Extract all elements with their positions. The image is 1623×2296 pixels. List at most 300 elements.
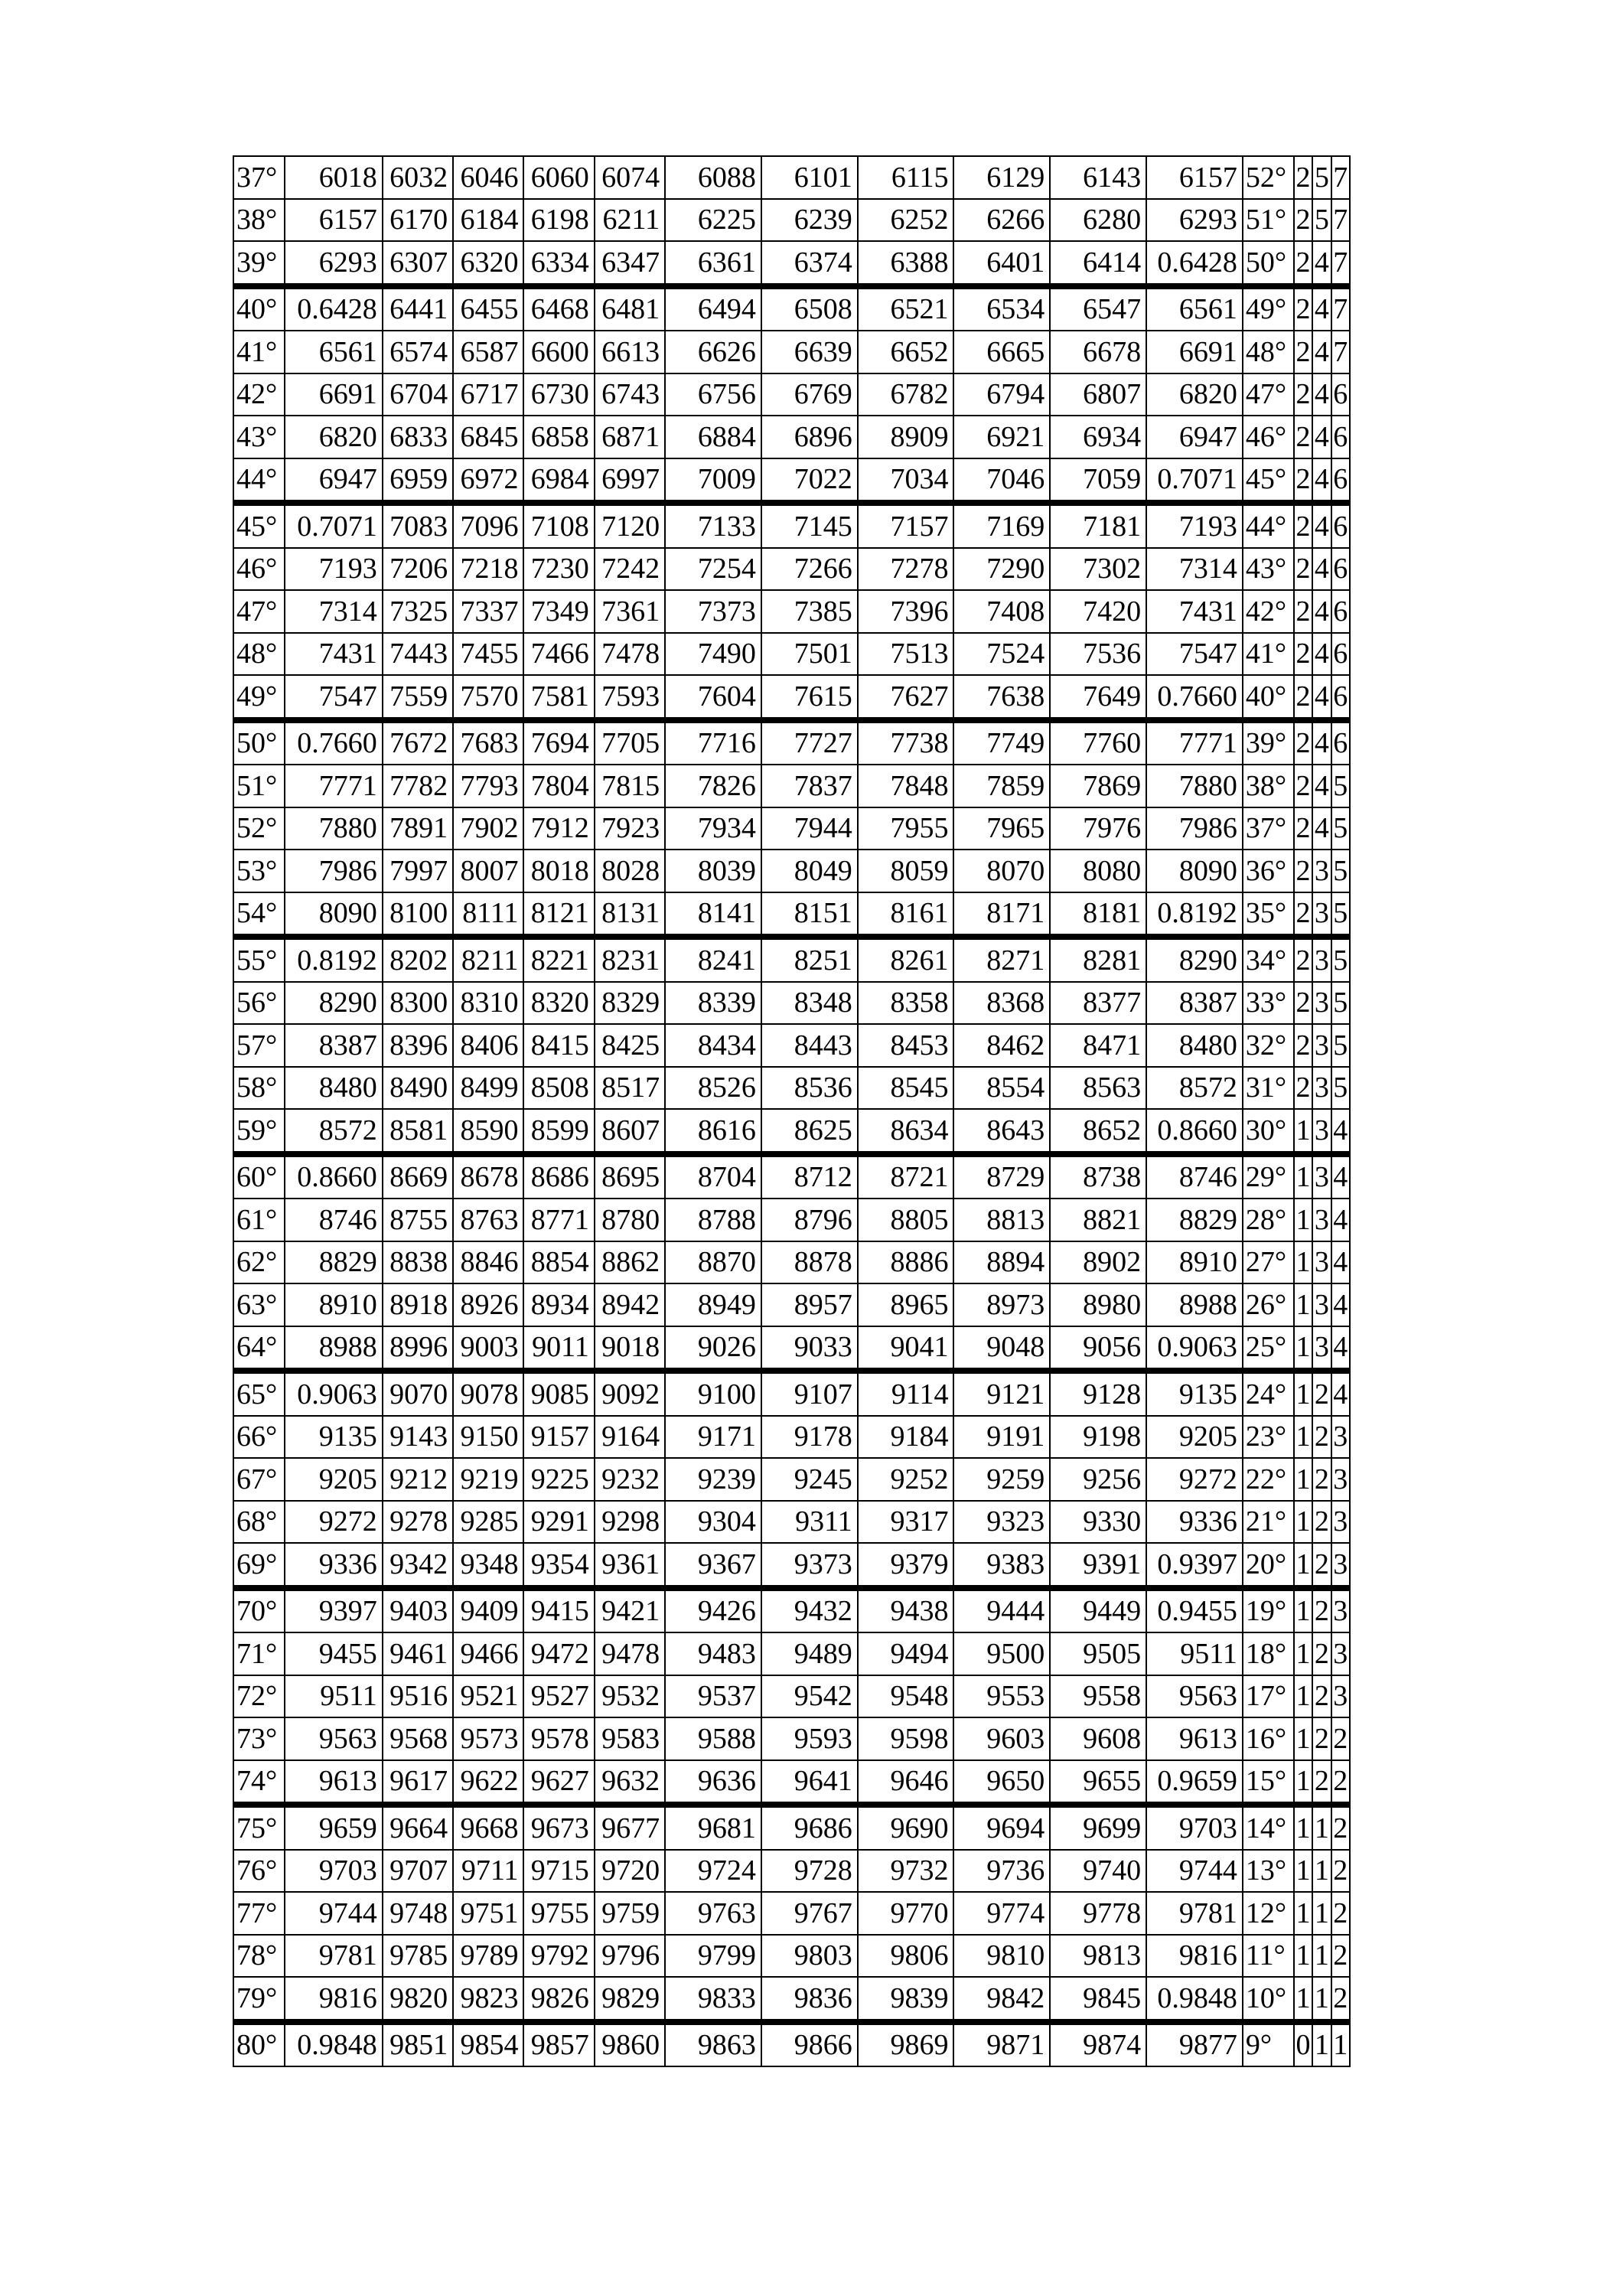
value-cell: 9578	[523, 1717, 594, 1760]
value-cell: 7965	[953, 807, 1050, 850]
value-cell: 8453	[858, 1024, 954, 1067]
difference-cell: 2	[1294, 937, 1312, 982]
value-cell: 6845	[453, 416, 523, 458]
degree-cell: 41°	[233, 331, 285, 373]
value-cell: 9740	[1050, 1850, 1146, 1893]
value-cell: 8838	[383, 1241, 453, 1284]
table-row	[233, 1717, 1350, 1760]
value-cell: 9483	[665, 1632, 761, 1675]
difference-cell: 3	[1312, 1326, 1331, 1371]
value-cell: 8796	[761, 1199, 858, 1241]
difference-cell: 1	[1294, 1675, 1312, 1718]
value-cell: 9157	[523, 1416, 594, 1459]
value-cell: 9135	[285, 1416, 383, 1459]
value-cell: 9198	[1050, 1416, 1146, 1459]
value-cell: 7096	[453, 503, 523, 548]
value-cell: 7694	[523, 720, 594, 765]
value-cell: 7771	[285, 765, 383, 807]
difference-cell: 2	[1294, 720, 1312, 765]
value-cell: 6494	[665, 286, 761, 331]
difference-cell: 2	[1312, 1416, 1331, 1459]
value-cell: 7478	[595, 633, 665, 676]
value-cell: 0.6428	[1146, 241, 1243, 286]
difference-cell: 1	[1294, 1199, 1312, 1241]
value-cell: 8652	[1050, 1109, 1146, 1154]
value-cell: 7683	[453, 720, 523, 765]
value-cell: 6307	[383, 241, 453, 286]
difference-cell: 2	[1331, 1717, 1350, 1760]
value-cell: 9707	[383, 1850, 453, 1893]
degree-cell: 70°	[233, 1588, 285, 1633]
value-cell: 7083	[383, 503, 453, 548]
difference-cell: 6	[1331, 548, 1350, 591]
value-cell: 9803	[761, 1935, 858, 1978]
value-cell: 8281	[1050, 937, 1146, 982]
value-cell: 6717	[453, 373, 523, 416]
value-cell: 0.9063	[285, 1371, 383, 1416]
difference-cell: 7	[1331, 286, 1350, 331]
value-cell: 7034	[858, 458, 954, 504]
value-cell: 9516	[383, 1675, 453, 1718]
value-cell: 8339	[665, 982, 761, 1025]
value-cell: 8517	[595, 1067, 665, 1110]
value-cell: 9816	[1146, 1935, 1243, 1978]
value-cell: 8508	[523, 1067, 594, 1110]
value-cell: 8678	[453, 1154, 523, 1199]
complement-degree-cell: 38°	[1243, 765, 1294, 807]
value-cell: 6361	[665, 241, 761, 286]
difference-cell: 2	[1312, 1760, 1331, 1805]
value-cell: 0.9848	[1146, 1977, 1243, 2022]
difference-cell: 3	[1331, 1632, 1350, 1675]
difference-cell: 5	[1331, 1024, 1350, 1067]
value-cell: 8886	[858, 1241, 954, 1284]
value-cell: 7570	[453, 675, 523, 720]
table-row	[233, 1067, 1350, 1110]
value-cell: 6320	[453, 241, 523, 286]
complement-degree-cell: 21°	[1243, 1501, 1294, 1544]
difference-cell: 2	[1294, 675, 1312, 720]
value-cell: 9785	[383, 1935, 453, 1978]
difference-cell: 6	[1331, 675, 1350, 720]
difference-cell: 2	[1312, 1588, 1331, 1633]
difference-cell: 2	[1312, 1543, 1331, 1588]
table-row	[233, 1154, 1350, 1199]
difference-cell: 6	[1331, 590, 1350, 633]
value-cell: 7912	[523, 807, 594, 850]
value-cell: 8471	[1050, 1024, 1146, 1067]
complement-degree-cell: 35°	[1243, 892, 1294, 938]
value-cell: 9184	[858, 1416, 954, 1459]
difference-cell: 6	[1331, 633, 1350, 676]
value-cell: 6743	[595, 373, 665, 416]
value-cell: 9397	[285, 1588, 383, 1633]
difference-cell: 6	[1331, 720, 1350, 765]
value-cell: 7431	[285, 633, 383, 676]
value-cell: 0.9848	[285, 2022, 383, 2067]
value-cell: 9003	[453, 1326, 523, 1371]
value-cell: 6820	[1146, 373, 1243, 416]
value-cell: 9278	[383, 1501, 453, 1544]
difference-cell: 3	[1312, 1241, 1331, 1284]
value-cell: 9298	[595, 1501, 665, 1544]
value-cell: 9774	[953, 1892, 1050, 1935]
value-cell: 9500	[953, 1632, 1050, 1675]
value-cell: 9212	[383, 1458, 453, 1501]
value-cell: 9608	[1050, 1717, 1146, 1760]
value-cell: 6239	[761, 199, 858, 242]
value-cell: 9598	[858, 1717, 954, 1760]
value-cell: 9836	[761, 1977, 858, 2022]
value-cell: 6678	[1050, 331, 1146, 373]
value-cell: 7133	[665, 503, 761, 548]
degree-cell: 46°	[233, 548, 285, 591]
value-cell: 9205	[285, 1458, 383, 1501]
value-cell: 9164	[595, 1416, 665, 1459]
degree-cell: 51°	[233, 765, 285, 807]
value-cell: 9759	[595, 1892, 665, 1935]
complement-degree-cell: 9°	[1243, 2022, 1294, 2067]
difference-cell: 4	[1312, 548, 1331, 591]
value-cell: 8572	[1146, 1067, 1243, 1110]
value-cell: 8039	[665, 850, 761, 892]
value-cell: 7672	[383, 720, 453, 765]
value-cell: 7290	[953, 548, 1050, 591]
value-cell: 7385	[761, 590, 858, 633]
value-cell: 6600	[523, 331, 594, 373]
value-cell: 6613	[595, 331, 665, 373]
value-cell: 8387	[285, 1024, 383, 1067]
value-cell: 7325	[383, 590, 453, 633]
value-cell: 8290	[285, 982, 383, 1025]
value-cell: 8080	[1050, 850, 1146, 892]
complement-degree-cell: 49°	[1243, 286, 1294, 331]
value-cell: 6455	[453, 286, 523, 331]
complement-degree-cell: 42°	[1243, 590, 1294, 633]
value-cell: 8854	[523, 1241, 594, 1284]
value-cell: 6921	[953, 416, 1050, 458]
table-row	[233, 1632, 1350, 1675]
complement-degree-cell: 13°	[1243, 1850, 1294, 1893]
value-cell: 9455	[285, 1632, 383, 1675]
table-row	[233, 1109, 1350, 1154]
value-cell: 6561	[285, 331, 383, 373]
value-cell: 8780	[595, 1199, 665, 1241]
difference-cell: 1	[1294, 1717, 1312, 1760]
complement-degree-cell: 25°	[1243, 1326, 1294, 1371]
difference-cell: 5	[1331, 850, 1350, 892]
value-cell: 8151	[761, 892, 858, 938]
table-row	[233, 590, 1350, 633]
value-cell: 8131	[595, 892, 665, 938]
complement-degree-cell: 50°	[1243, 241, 1294, 286]
complement-degree-cell: 47°	[1243, 373, 1294, 416]
degree-cell: 45°	[233, 503, 285, 548]
value-cell: 7314	[285, 590, 383, 633]
value-cell: 7218	[453, 548, 523, 591]
value-cell: 7466	[523, 633, 594, 676]
degree-cell: 57°	[233, 1024, 285, 1067]
complement-degree-cell: 37°	[1243, 807, 1294, 850]
value-cell: 6934	[1050, 416, 1146, 458]
value-cell: 7059	[1050, 458, 1146, 504]
value-cell: 6280	[1050, 199, 1146, 242]
difference-cell: 1	[1312, 1892, 1331, 1935]
value-cell: 8480	[1146, 1024, 1243, 1067]
table-row	[233, 2022, 1350, 2067]
value-cell: 8894	[953, 1241, 1050, 1284]
value-cell: 9568	[383, 1717, 453, 1760]
complement-degree-cell: 29°	[1243, 1154, 1294, 1199]
value-cell: 9593	[761, 1717, 858, 1760]
value-cell: 9617	[383, 1760, 453, 1805]
table-row	[233, 892, 1350, 938]
value-cell: 9191	[953, 1416, 1050, 1459]
value-cell: 9150	[453, 1416, 523, 1459]
table-row	[233, 720, 1350, 765]
value-cell: 8813	[953, 1199, 1050, 1241]
value-cell: 7302	[1050, 548, 1146, 591]
degree-cell: 62°	[233, 1241, 285, 1284]
value-cell: 7181	[1050, 503, 1146, 548]
value-cell: 7254	[665, 548, 761, 591]
value-cell: 9613	[1146, 1717, 1243, 1760]
value-cell: 9100	[665, 1371, 761, 1416]
value-cell: 7815	[595, 765, 665, 807]
difference-cell: 2	[1331, 1977, 1350, 2022]
value-cell: 9478	[595, 1632, 665, 1675]
value-cell: 6947	[285, 458, 383, 504]
difference-cell: 1	[1312, 1935, 1331, 1978]
difference-cell: 2	[1294, 982, 1312, 1025]
value-cell: 9511	[1146, 1632, 1243, 1675]
value-cell: 8406	[453, 1024, 523, 1067]
difference-cell: 1	[1294, 1371, 1312, 1416]
value-cell: 9367	[665, 1543, 761, 1588]
value-cell: 7793	[453, 765, 523, 807]
difference-cell: 2	[1294, 416, 1312, 458]
difference-cell: 1	[1294, 1241, 1312, 1284]
complement-degree-cell: 36°	[1243, 850, 1294, 892]
table-row	[233, 1458, 1350, 1501]
difference-cell: 2	[1294, 548, 1312, 591]
value-cell: 9563	[285, 1717, 383, 1760]
difference-cell: 2	[1331, 1892, 1350, 1935]
table-row	[233, 807, 1350, 850]
difference-cell: 3	[1312, 1024, 1331, 1067]
value-cell: 8141	[665, 892, 761, 938]
value-cell: 9724	[665, 1850, 761, 1893]
value-cell: 7120	[595, 503, 665, 548]
value-cell: 8942	[595, 1283, 665, 1326]
value-cell: 7738	[858, 720, 954, 765]
value-cell: 8878	[761, 1241, 858, 1284]
value-cell: 9489	[761, 1632, 858, 1675]
value-cell: 7986	[1146, 807, 1243, 850]
value-cell: 9860	[595, 2022, 665, 2067]
value-cell: 8980	[1050, 1283, 1146, 1326]
value-cell: 8261	[858, 937, 954, 982]
table-row	[233, 1024, 1350, 1067]
value-cell: 9583	[595, 1717, 665, 1760]
value-cell: 7891	[383, 807, 453, 850]
value-cell: 7145	[761, 503, 858, 548]
value-cell: 8755	[383, 1199, 453, 1241]
value-cell: 6347	[595, 241, 665, 286]
value-cell: 6947	[1146, 416, 1243, 458]
value-cell: 9438	[858, 1588, 954, 1633]
table-row	[233, 241, 1350, 286]
table-row	[233, 1241, 1350, 1284]
value-cell: 9806	[858, 1935, 954, 1978]
value-cell: 6561	[1146, 286, 1243, 331]
complement-degree-cell: 31°	[1243, 1067, 1294, 1110]
value-cell: 8634	[858, 1109, 954, 1154]
table-row	[233, 675, 1350, 720]
difference-cell: 3	[1331, 1501, 1350, 1544]
value-cell: 9432	[761, 1588, 858, 1633]
value-cell: 9613	[285, 1760, 383, 1805]
value-cell: 9690	[858, 1805, 954, 1850]
degree-cell: 63°	[233, 1283, 285, 1326]
degree-cell: 69°	[233, 1543, 285, 1588]
difference-cell: 3	[1331, 1675, 1350, 1718]
value-cell: 8090	[285, 892, 383, 938]
value-cell: 8554	[953, 1067, 1050, 1110]
value-cell: 7314	[1146, 548, 1243, 591]
value-cell: 8763	[453, 1199, 523, 1241]
value-cell: 7396	[858, 590, 954, 633]
difference-cell: 2	[1312, 1371, 1331, 1416]
table-row	[233, 503, 1350, 548]
difference-cell: 1	[1331, 2022, 1350, 2067]
difference-cell: 3	[1331, 1588, 1350, 1633]
complement-degree-cell: 19°	[1243, 1588, 1294, 1633]
value-cell: 9128	[1050, 1371, 1146, 1416]
value-cell: 9781	[1146, 1892, 1243, 1935]
value-cell: 8049	[761, 850, 858, 892]
value-cell: 9085	[523, 1371, 594, 1416]
value-cell: 8161	[858, 892, 954, 938]
value-cell: 8599	[523, 1109, 594, 1154]
table-row	[233, 1543, 1350, 1588]
complement-degree-cell: 24°	[1243, 1371, 1294, 1416]
complement-degree-cell: 14°	[1243, 1805, 1294, 1850]
value-cell: 8111	[453, 892, 523, 938]
value-cell: 7826	[665, 765, 761, 807]
value-cell: 9588	[665, 1717, 761, 1760]
table-row	[233, 1935, 1350, 1978]
value-cell: 7749	[953, 720, 1050, 765]
complement-degree-cell: 51°	[1243, 199, 1294, 242]
value-cell: 6211	[595, 199, 665, 242]
value-cell: 0.7660	[285, 720, 383, 765]
difference-cell: 1	[1294, 1543, 1312, 1588]
degree-cell: 47°	[233, 590, 285, 633]
complement-degree-cell: 43°	[1243, 548, 1294, 591]
value-cell: 9857	[523, 2022, 594, 2067]
value-cell: 8910	[285, 1283, 383, 1326]
value-cell: 8434	[665, 1024, 761, 1067]
degree-cell: 67°	[233, 1458, 285, 1501]
degree-cell: 44°	[233, 458, 285, 504]
difference-cell: 4	[1312, 416, 1331, 458]
value-cell: 8643	[953, 1109, 1050, 1154]
degree-cell: 65°	[233, 1371, 285, 1416]
value-cell: 8171	[953, 892, 1050, 938]
value-cell: 7559	[383, 675, 453, 720]
table-body	[233, 156, 1350, 2066]
value-cell: 7782	[383, 765, 453, 807]
value-cell: 7242	[595, 548, 665, 591]
value-cell: 8490	[383, 1067, 453, 1110]
difference-cell: 3	[1312, 892, 1331, 938]
table-row	[233, 937, 1350, 982]
table-row	[233, 1850, 1350, 1893]
difference-cell: 3	[1331, 1416, 1350, 1459]
difference-cell: 6	[1331, 373, 1350, 416]
difference-cell: 5	[1312, 199, 1331, 242]
value-cell: 0.8192	[1146, 892, 1243, 938]
value-cell: 7760	[1050, 720, 1146, 765]
value-cell: 8329	[595, 982, 665, 1025]
value-cell: 9527	[523, 1675, 594, 1718]
value-cell: 8788	[665, 1199, 761, 1241]
degree-cell: 43°	[233, 416, 285, 458]
value-cell: 7206	[383, 548, 453, 591]
value-cell: 8377	[1050, 982, 1146, 1025]
value-cell: 9178	[761, 1416, 858, 1459]
value-cell: 9272	[285, 1501, 383, 1544]
value-cell: 9763	[665, 1892, 761, 1935]
value-cell: 8988	[1146, 1283, 1243, 1326]
table-row	[233, 331, 1350, 373]
complement-degree-cell: 41°	[1243, 633, 1294, 676]
complement-degree-cell: 32°	[1243, 1024, 1294, 1067]
value-cell: 7976	[1050, 807, 1146, 850]
value-cell: 9755	[523, 1892, 594, 1935]
value-cell: 8070	[953, 850, 1050, 892]
value-cell: 9323	[953, 1501, 1050, 1544]
value-cell: 6143	[1050, 156, 1146, 199]
value-cell: 9114	[858, 1371, 954, 1416]
value-cell: 8572	[285, 1109, 383, 1154]
degree-cell: 73°	[233, 1717, 285, 1760]
degree-cell: 79°	[233, 1977, 285, 2022]
value-cell: 8100	[383, 892, 453, 938]
value-cell: 9829	[595, 1977, 665, 2022]
value-cell: 9720	[595, 1850, 665, 1893]
value-cell: 6782	[858, 373, 954, 416]
value-cell: 6756	[665, 373, 761, 416]
value-cell: 7934	[665, 807, 761, 850]
value-cell: 6665	[953, 331, 1050, 373]
complement-degree-cell: 30°	[1243, 1109, 1294, 1154]
value-cell: 6088	[665, 156, 761, 199]
difference-cell: 3	[1312, 1199, 1331, 1241]
value-cell: 0.8660	[1146, 1109, 1243, 1154]
value-cell: 6820	[285, 416, 383, 458]
difference-cell: 2	[1331, 1805, 1350, 1850]
difference-cell: 3	[1312, 1109, 1331, 1154]
complement-degree-cell: 27°	[1243, 1241, 1294, 1284]
value-cell: 6414	[1050, 241, 1146, 286]
value-cell: 8443	[761, 1024, 858, 1067]
value-cell: 9449	[1050, 1588, 1146, 1633]
table-row	[233, 1416, 1350, 1459]
difference-cell: 1	[1294, 1326, 1312, 1371]
value-cell: 8018	[523, 850, 594, 892]
